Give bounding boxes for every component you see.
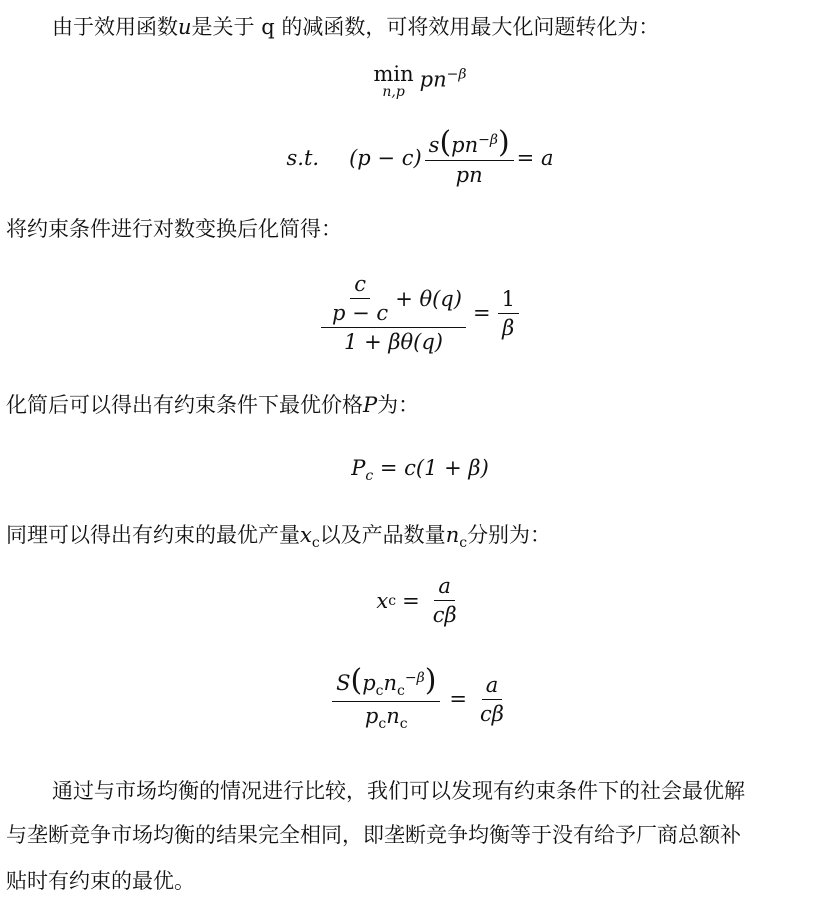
output-numerator: a xyxy=(434,574,455,601)
quantity-rhs-fraction xyxy=(476,673,508,726)
output-lhs: x xyxy=(376,588,389,613)
equation-quantity: $\frac{S(p_cn_c^{-\beta})}{p_cn_c}$ = $\frac{a}{c\beta}$ xyxy=(0,666,840,732)
quantity-rhs-numerator: a xyxy=(482,673,503,700)
S-func: S xyxy=(336,671,351,695)
price-lhs: P xyxy=(351,456,366,480)
constraint-fraction: $\frac{s(pn^{-\beta})}{pn}$ xyxy=(425,128,514,187)
quantity-fraction: $\frac{S(p_cn_c^{-\beta})}{p_cn_c}$ xyxy=(332,666,440,732)
rhs-numerator: 1 xyxy=(498,287,519,314)
outer-numerator-rest: + θ(q) xyxy=(395,286,462,311)
output-subscript: c xyxy=(388,592,397,609)
text: 以及产品数量 xyxy=(319,523,446,547)
equation-objective xyxy=(0,62,840,100)
price-rhs: = c(1 + β) xyxy=(379,456,489,480)
equation-price xyxy=(0,456,840,484)
equation-output: x c = $\frac{a}{c\beta}$ xyxy=(0,574,840,627)
paragraph-utility-intro xyxy=(52,12,659,42)
text: 是关于 q 的减函数，可将效用最大化问题转化为： xyxy=(191,15,660,39)
n-exponent: −β xyxy=(404,670,425,686)
paragraph-optimal-price xyxy=(6,390,419,420)
constraint-rhs: = a xyxy=(516,145,554,170)
var-u: u xyxy=(178,15,192,39)
outer-fraction xyxy=(321,272,466,354)
output-denominator: cβ xyxy=(432,603,457,627)
equation-constraint xyxy=(0,125,840,187)
constraint-denominator: pn xyxy=(455,163,483,187)
inner-numerator: c xyxy=(350,272,370,299)
paragraph-log-transform xyxy=(6,214,342,244)
paragraph-conclusion-line1 xyxy=(52,776,745,806)
output-fraction xyxy=(429,574,461,627)
min-subscript: n,p xyxy=(382,84,405,100)
s-arg: pn xyxy=(451,133,479,157)
text: 通过与市场均衡的情况进行比较，我们可以发现有约束条件下的社会最优解 xyxy=(52,779,745,803)
rhs-denominator: β xyxy=(502,315,515,340)
objective-exponent: −β xyxy=(446,66,467,83)
st-label: s.t. xyxy=(286,145,320,170)
text: 贴时有约束的最优。 xyxy=(6,869,195,893)
text: 化简后可以得出有约束条件下最优价格 xyxy=(6,393,363,417)
var-P: P xyxy=(363,393,378,417)
paragraph-conclusion-line3 xyxy=(6,866,195,896)
text: 分别为： xyxy=(467,523,552,547)
text: 将约束条件进行对数变换后化简得： xyxy=(6,217,342,241)
inner-fraction xyxy=(328,272,392,325)
equation-simplified: $\frac{c}{p - c}$ + θ(q) 1 + βθ(q) = $\frac{1}{\beta}$ xyxy=(0,272,840,354)
paragraph-output-quantity: 同理可以得出有约束的最优产量$x_c$以及产品数量$n_c$分别为： xyxy=(6,523,552,552)
text: 为： xyxy=(377,393,420,417)
n-var: n xyxy=(386,704,400,729)
p-subscript: c xyxy=(375,683,384,700)
text: 由于效用函数 xyxy=(52,15,178,39)
p-var: p xyxy=(362,671,376,695)
min-text: min xyxy=(373,62,414,86)
outer-denominator: 1 + βθ(q) xyxy=(344,330,443,354)
price-subscript: c xyxy=(365,468,374,485)
constraint-left: (p − c) xyxy=(349,145,422,170)
objective-body: pn xyxy=(419,67,447,92)
s-func: s xyxy=(428,133,440,157)
text: 与垄断竞争市场均衡的结果完全相同，即垄断竞争均衡等于没有给予厂商总额补 xyxy=(6,823,741,847)
paragraph-conclusion-line2 xyxy=(6,820,741,850)
min-operator xyxy=(374,62,414,100)
s-arg-exp: −β xyxy=(478,132,498,148)
inner-denominator: p − c xyxy=(332,301,389,325)
quantity-rhs-denominator: cβ xyxy=(480,701,504,726)
rhs-fraction xyxy=(498,287,519,340)
text: 同理可以得出有约束的最优产量 xyxy=(6,523,300,547)
